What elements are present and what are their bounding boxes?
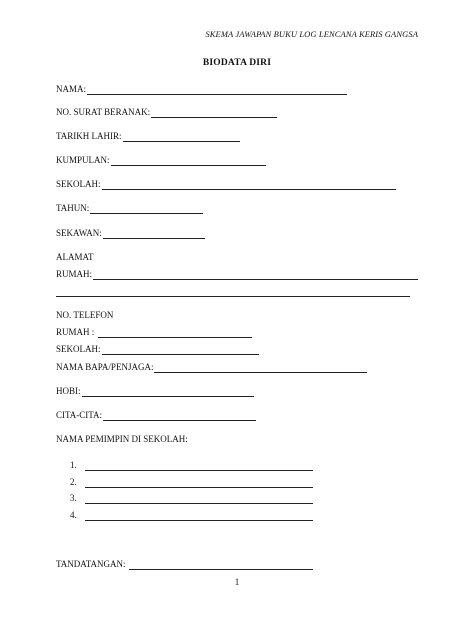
no-telefon-label: NO. TELEFON — [56, 310, 114, 320]
document-header: SKEMA JAWAPAN BUKU LOG LENCANA KERIS GANGSA — [205, 29, 418, 39]
nama-row — [56, 84, 347, 95]
tel-sekolah-field[interactable] — [102, 345, 259, 355]
hobi-row — [56, 386, 254, 397]
sekawan-row — [56, 228, 205, 239]
kumpulan-row — [56, 155, 266, 166]
alamat-label: ALAMAT — [56, 252, 94, 262]
kumpulan-field[interactable] — [111, 156, 266, 166]
pemimpin-item — [70, 510, 313, 521]
tandatangan-row — [56, 559, 313, 570]
pemimpin-item — [70, 460, 313, 471]
hobi-field[interactable] — [82, 387, 254, 397]
tel-rumah-label: RUMAH : — [56, 327, 95, 337]
page-number: 1 — [234, 577, 240, 587]
pemimpin-item — [70, 493, 313, 504]
sekolah-label: SEKOLAH: — [56, 179, 101, 189]
tahun-field[interactable] — [90, 204, 203, 214]
pemimpin-field[interactable] — [85, 478, 313, 488]
nama-bapa-row — [56, 362, 367, 373]
alamat-rumah-label: RUMAH: — [56, 269, 93, 279]
tahun-label: TAHUN: — [56, 203, 90, 213]
cita-cita-row — [56, 410, 256, 421]
pemimpin-field[interactable] — [85, 461, 313, 471]
nama-field[interactable] — [87, 85, 347, 95]
tel-sekolah-label: SEKOLAH: — [56, 344, 101, 354]
tandatangan-label: TANDATANGAN: — [56, 559, 126, 569]
pemimpin-label: NAMA PEMIMPIN DI SEKOLAH: — [56, 434, 188, 444]
tarikh-lahir-field[interactable] — [123, 132, 240, 142]
pemimpin-number: 3. — [70, 493, 77, 503]
pemimpin-number: 1. — [70, 460, 77, 470]
surat-beranak-label: NO. SURAT BERANAK: — [56, 107, 151, 117]
hobi-label: HOBI: — [56, 386, 81, 396]
tel-rumah-field[interactable] — [98, 328, 252, 338]
alamat-rumah-row — [56, 269, 418, 280]
nama-label: NAMA: — [56, 84, 87, 94]
tahun-row — [56, 203, 203, 214]
tel-sekolah-row — [56, 344, 259, 355]
tel-rumah-row — [56, 327, 252, 338]
sekolah-field[interactable] — [102, 180, 396, 190]
pemimpin-field[interactable] — [85, 511, 313, 521]
alamat-rumah-field[interactable] — [93, 270, 418, 280]
nama-bapa-field[interactable] — [154, 363, 367, 373]
surat-beranak-field[interactable] — [151, 108, 277, 118]
page-title: BIODATA DIRI — [202, 58, 272, 68]
sekolah-row — [56, 179, 396, 190]
tarikh-lahir-row — [56, 131, 240, 142]
sekawan-field[interactable] — [103, 229, 205, 239]
no-telefon-heading-row — [56, 310, 113, 321]
pemimpin-heading-row — [56, 434, 188, 445]
cita-cita-label: CITA-CITA: — [56, 410, 103, 420]
nama-bapa-label: NAMA BAPA/PENJAGA: — [56, 362, 154, 372]
pemimpin-item — [70, 477, 313, 488]
tarikh-lahir-label: TARIKH LAHIR: — [56, 131, 122, 141]
kumpulan-label: KUMPULAN: — [56, 155, 110, 165]
tandatangan-field[interactable] — [129, 560, 313, 570]
sekawan-label: SEKAWAN: — [56, 228, 102, 238]
pemimpin-number: 2. — [70, 477, 77, 487]
alamat-extra-line[interactable] — [56, 296, 410, 297]
pemimpin-number: 4. — [70, 510, 77, 520]
cita-cita-field[interactable] — [103, 411, 256, 421]
pemimpin-field[interactable] — [85, 494, 313, 504]
surat-beranak-row — [56, 107, 277, 118]
alamat-heading-row — [56, 252, 94, 263]
